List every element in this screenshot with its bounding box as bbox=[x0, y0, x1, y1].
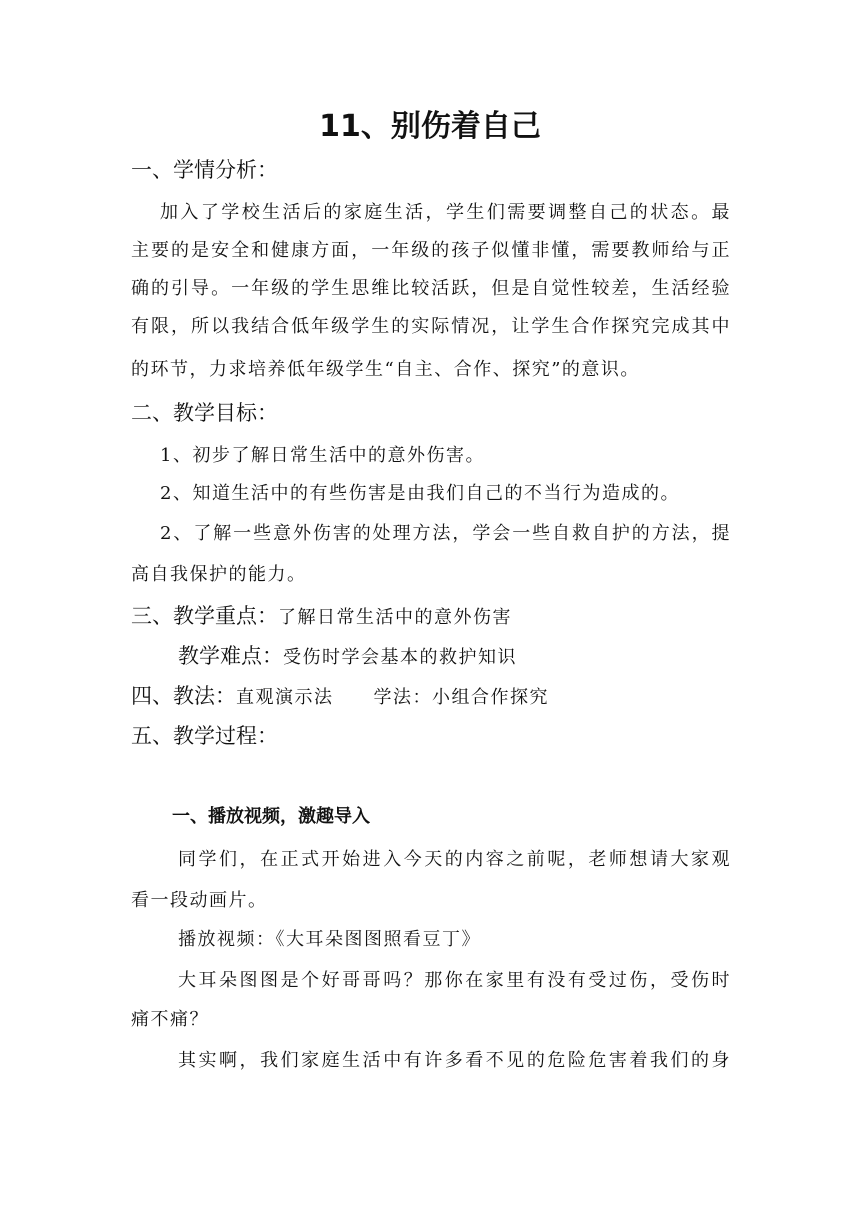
difficulty-text: 受伤时学会基本的救护知识 bbox=[283, 647, 517, 668]
paragraph-line: 大耳朵图图是个好哥哥吗？那你在家里有没有受过伤，受伤时 bbox=[178, 970, 731, 991]
paragraph-line: 播放视频：《大耳朵图图照看豆丁》 bbox=[178, 929, 481, 950]
section-heading-goals: 二、教学目标： bbox=[131, 401, 278, 425]
paragraph-line: 同学们，在正式开始进入今天的内容之前呢，老师想请大家观 bbox=[178, 849, 731, 870]
step-title: 一、播放视频，激趣导入 bbox=[172, 806, 370, 827]
methods-line bbox=[131, 676, 731, 718]
study-method-label: 学法： bbox=[373, 687, 432, 708]
difficulty-line bbox=[178, 636, 731, 678]
goal-item: 2、知道生活中的有些伤害是由我们自己的不当行为造成的。 bbox=[160, 483, 680, 504]
paragraph-line: 加入了学校生活后的家庭生活，学生们需要调整自己的状态。最 bbox=[160, 202, 731, 223]
goal-item: 1、初步了解日常生活中的意外伤害。 bbox=[160, 445, 485, 466]
document-title: 11、别伤着自己 bbox=[319, 109, 541, 144]
paragraph-line: 其实啊，我们家庭生活中有许多看不见的危险危害着我们的身 bbox=[178, 1050, 731, 1071]
teaching-method-text: 直观演示法 bbox=[236, 687, 334, 708]
key-points-line bbox=[131, 596, 731, 638]
goal-item: 2、了解一些意外伤害的处理方法，学会一些自救自护的方法，提 bbox=[160, 523, 731, 544]
section-heading-key-points: 三、教学重点： bbox=[131, 604, 278, 628]
paragraph-line: 主要的是安全和健康方面，一年级的孩子似懂非懂，需要教师给与正 bbox=[131, 240, 731, 261]
section-heading-analysis: 一、学情分析： bbox=[131, 158, 278, 182]
goal-item-continued: 高自我保护的能力。 bbox=[131, 564, 307, 585]
paragraph-line: 看一段动画片。 bbox=[131, 890, 268, 911]
section-heading-process: 五、教学过程： bbox=[131, 724, 278, 748]
study-method-text: 小组合作探究 bbox=[432, 687, 549, 708]
difficulty-label: 教学难点： bbox=[178, 644, 283, 668]
paragraph-line: 痛不痛？ bbox=[131, 1009, 209, 1030]
paragraph-line: 有限，所以我结合低年级学生的实际情况，让学生合作探究完成其中 bbox=[131, 316, 731, 337]
paragraph-line: 的环节，力求培养低年级学生“自主、合作、探究”的意识。 bbox=[131, 359, 640, 380]
key-points-text: 了解日常生活中的意外伤害 bbox=[278, 607, 512, 628]
section-heading-methods: 四、教法： bbox=[131, 684, 236, 708]
paragraph-line: 确的引导。一年级的学生思维比较活跃，但是自觉性较差，生活经验 bbox=[131, 278, 731, 299]
